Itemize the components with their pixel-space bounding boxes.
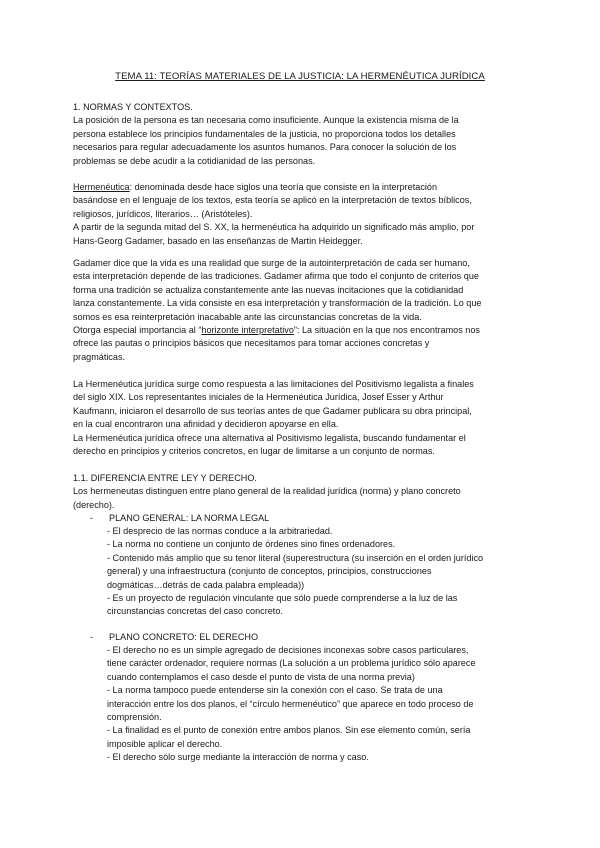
paragraph-line: ofrece las pautas o principios básicos que necesitamos para tomar acciones concretas y	[73, 338, 430, 349]
section-heading: 1.1. DIFERENCIA ENTRE LEY Y DERECHO.	[73, 473, 257, 483]
list-heading: PLANO CONCRETO: EL DERECHO	[109, 632, 259, 642]
list-item-plano-concreto	[90, 631, 540, 645]
document-title: TEMA 11: TEORÍAS MATERIALES DE LA JUSTICIA: LA HERMENÉUTICA JURÍDICA	[115, 71, 485, 82]
paragraph-line: La Hermenéutica jurídica ofrece una alternativa al Positivismo legalista, buscando fundamentar el	[73, 432, 466, 443]
list-line: comprensión.	[107, 712, 162, 723]
gadamer-paragraph	[73, 257, 533, 364]
paragraph-line: Gadamer dice que la vida es una realidad que surge de la autointerpretación de cada ser humano,	[73, 258, 470, 268]
paragraph-text: Otorga especial importancia al “	[73, 325, 202, 336]
plano-general-points	[107, 525, 547, 619]
paragraph-line: La Hermenéutica jurídica surge como respuesta a las limitaciones del Positivismo legalista a finales	[73, 379, 474, 389]
section-1	[73, 101, 533, 168]
paragraph-line: en la cual encontraron una afinidad y decidieron apoyarse en ella.	[73, 419, 339, 430]
paragraph-line: Los hermeneutas distinguen entre plano general de la realidad jurídica (norma) y plano concreto	[73, 486, 461, 497]
paragraph-text: : denominada desde hace siglos una teoría que consiste en la interpretación	[129, 182, 437, 192]
list-line: cuando contemplamos el caso desde el punto de vista de una norma previa)	[107, 671, 415, 682]
paragraph-line: lanza constantemente. La vida consiste en esa interpretación y transformación de la tradición. Lo que	[73, 298, 482, 309]
term-horizonte-interpretativo: horizonte interpretativo	[201, 325, 294, 336]
paragraph-line: La posición de la persona es tan necesaria como insuficiente. Aunque la existencia misma de la	[73, 115, 459, 126]
paragraph-line	[73, 324, 533, 337]
list-line: dogmáticas…detrás de cada palabra empleada))	[107, 579, 305, 590]
list-line: general) y una infraestructura (conjunto de conceptos, principios, construcciones	[107, 566, 432, 577]
paragraph-line: somos es esa reinterpretación inacabable ante las circunstancias concretas de la vida.	[73, 311, 422, 322]
list-line: - La finalidad es el punto de conexión entre ambos planos. Sin ese elemento común, sería	[107, 725, 471, 736]
list-line: circunstancias concretas del caso concreto.	[107, 606, 283, 617]
paragraph-line: esta interpretación depende de las tradiciones. Gadamer afirma que todo el conjunto de criterios que	[73, 271, 479, 282]
list-line: - El derecho sólo surge mediante la interacción de norma y caso.	[107, 752, 369, 763]
paragraph-line: necesarios para regular adecuadamente los asuntos humanos. Para conocer la solución de los	[73, 142, 457, 153]
list-line: - Contenido más amplio que su tenor literal (superestructura (su inserción en el orden jurídico	[107, 552, 484, 563]
paragraph-line: (derecho).	[73, 499, 115, 510]
paragraph-line: Hans-Georg Gadamer, basado en las enseñanzas de Martin Heidegger.	[73, 235, 363, 246]
term-hermeneutica: Hermenéutica	[73, 182, 130, 192]
paragraph-line	[73, 181, 533, 194]
list-bullet: -	[90, 632, 94, 642]
paragraph-line: religiosos, jurídicos, literarios… (Aristóteles).	[73, 208, 253, 219]
list-line: interacción entre los dos planos, el “círculo hermenéutico” que aparece en todo proceso de	[107, 698, 474, 709]
list-bullet: -	[90, 513, 94, 523]
list-line: - La norma tampoco puede entenderse sin la conexión con el caso. Se trata de una	[107, 685, 443, 696]
hermeneutica-juridica-paragraph	[73, 378, 533, 458]
plano-concreto-points	[107, 644, 547, 765]
paragraph-line: Kaufmann, iniciaron el desarrollo de sus teorías antes de que Gadamer publicara su obra principal,	[73, 405, 472, 416]
list-item-plano-general	[90, 512, 540, 526]
paragraph-line: A partir de la segunda mitad del S. XX, la hermenéutica ha adquirido un significado más amplio, por	[73, 222, 475, 233]
section-heading: 1. NORMAS Y CONTEXTOS.	[73, 102, 193, 112]
paragraph-line: basándose en el lenguaje de los textos, esta teoría se aplicó en la interpretación de textos bíblicos,	[73, 195, 472, 206]
list-line: - El desprecio de las normas conduce a la arbitrariedad.	[107, 526, 333, 536]
list-heading: PLANO GENERAL: LA NORMA LEGAL	[109, 513, 270, 523]
paragraph-line: pragmáticas.	[73, 351, 126, 362]
paragraph-text: ”: La situación en la que nos encontramos nos	[293, 325, 480, 336]
paragraph-line: forma una tradición se actualiza constantemente ante las nuevas incitaciones que la cotidianidad	[73, 284, 464, 295]
list-line: - La norma no contiene un conjunto de órdenes sino fines ordenadores.	[107, 539, 396, 550]
section-1-1	[73, 472, 533, 512]
hermeneutica-paragraph	[73, 181, 533, 248]
paragraph-line: persona establece los principios fundamentales de la justicia, no proporciona todos los detalles	[73, 128, 456, 139]
paragraph-line: problemas se debe acudir a la cotidianidad de las personas.	[73, 155, 316, 166]
list-line: imposible aplicar el derecho.	[107, 738, 223, 749]
list-line: tiene carácter ordenador, requiere normas (La solución a un problema jurídico sólo aparece	[107, 658, 476, 669]
list-line: - El derecho no es un simple agregado de decisiones inconexas sobre casos particulares,	[107, 645, 469, 655]
paragraph-line: derecho en principios y criterios concretos, en lugar de limitarse a un conjunto de normas.	[73, 446, 435, 457]
list-line: - Es un proyecto de regulación vinculante que sólo puede comprenderse a la luz de las	[107, 593, 458, 604]
paragraph-line: del siglo XIX. Los representantes iniciales de la Hermenéutica Jurídica, Josef Esser y Arthur	[73, 392, 444, 403]
